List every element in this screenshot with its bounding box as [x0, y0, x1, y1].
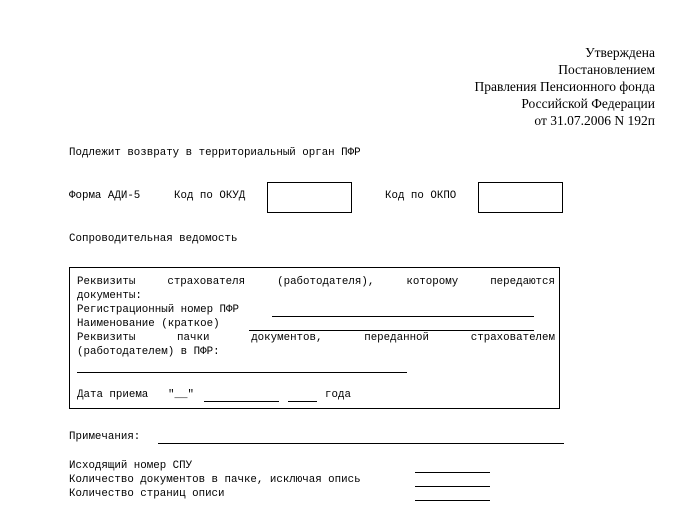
pack-requisites-line2: (работодателем) в ПФР: — [77, 346, 220, 358]
approval-line-approved: Утверждена — [585, 45, 655, 60]
box-line-documents: документы: — [77, 290, 142, 302]
okud-code-field[interactable] — [267, 182, 352, 213]
short-name-field[interactable] — [249, 330, 534, 331]
receive-date-label: Дата приема — [77, 389, 149, 401]
notes-field[interactable] — [158, 443, 564, 444]
receive-date-month-field[interactable] — [204, 401, 279, 402]
docs-count-label: Количество документов в пачке, исключая опись — [69, 474, 361, 486]
receive-date-year-field[interactable] — [288, 401, 317, 402]
form-name: Форма АДИ-5 — [69, 190, 141, 202]
approval-line-board: Правления Пенсионного фонда — [474, 79, 655, 94]
approval-block — [355, 44, 655, 129]
outgoing-number-label: Исходящий номер СПУ — [69, 460, 193, 472]
receive-date-day: "__" — [168, 389, 194, 401]
pack-requisites-line1: Реквизиты пачки документов, переданной страхователем — [77, 332, 555, 344]
reg-number-field[interactable] — [272, 316, 534, 317]
approval-line-date: от 31.07.2006 N 192п — [534, 113, 655, 128]
reg-number-label: Регистрационный номер ПФР — [77, 304, 239, 316]
okud-label: Код по ОКУД — [174, 190, 246, 202]
approval-line-resolution: Постановлением — [558, 62, 655, 77]
okpo-label: Код по ОКПО — [385, 190, 457, 202]
document-title: Сопроводительная ведомость — [69, 233, 238, 245]
pack-requisites-field[interactable] — [77, 372, 407, 373]
outgoing-number-field[interactable] — [415, 472, 490, 473]
pages-count-label: Количество страниц описи — [69, 488, 225, 500]
return-note: Подлежит возврату в территориальный орган ПФР — [69, 147, 361, 159]
notes-label: Примечания: — [69, 431, 141, 443]
docs-count-field[interactable] — [415, 486, 490, 487]
approval-line-federation: Российской Федерации — [521, 96, 655, 111]
box-line-insurer: Реквизиты страхователя (работодателя), которому передаются — [77, 276, 555, 288]
short-name-label: Наименование (краткое) — [77, 318, 220, 330]
pages-count-field[interactable] — [415, 500, 490, 501]
receive-date-year-suffix: года — [325, 389, 351, 401]
okpo-code-field[interactable] — [478, 182, 563, 213]
